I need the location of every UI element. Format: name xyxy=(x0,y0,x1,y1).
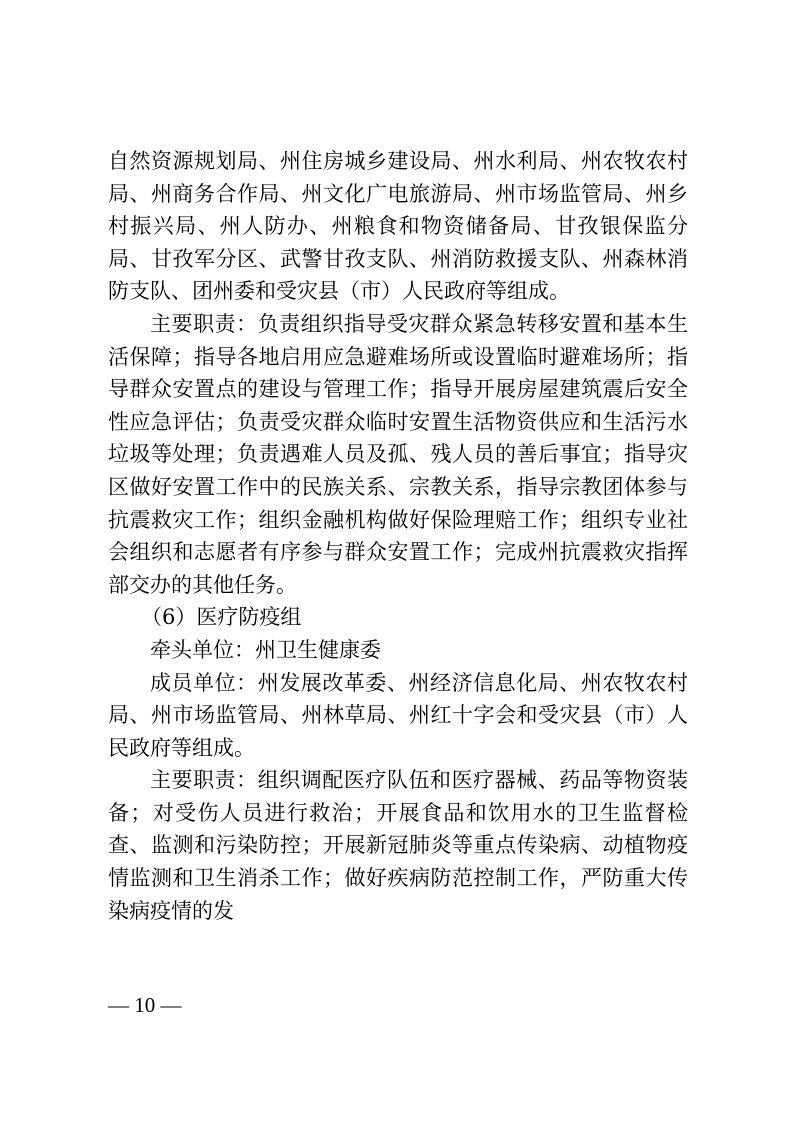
paragraph-member-units: 成员单位：州发展改革委、州经济信息化局、州农牧农村局、州市场监管局、州林草局、州红十字会和受灾县（市）人民政府等组成。 xyxy=(108,670,688,760)
paragraph-responsibilities-resettlement: 主要职责：负责组织指导受灾群众紧急转移安置和基本生活保障；指导各地启用应急避难场所或设置临时避难场所；指导群众安置点的建设与管理工作；指导开展房屋建筑震后安全性应急评估；负责受灾群众临时安置生活物资供应和生活污水垃圾等处理；负责遇难人员及孤、残人员的善后事宜；指导灾区做好安置工作中的民族关系、宗教关系，指导宗教团体参与抗震救灾工作；组织金融机构做好保险理赔工作；组织专业社会组织和志愿者有序参与群众安置工作；完成州抗震救灾指挥部交办的其他任务。 xyxy=(108,311,688,597)
section-heading-medical-epidemic: （6）医疗防疫组 xyxy=(141,605,302,630)
paragraph-lead-unit: 牵头单位：州卫生健康委 xyxy=(150,637,381,662)
page-number: — 10 — xyxy=(108,993,182,1017)
paragraph-responsibilities-medical: 主要职责：组织调配医疗队伍和医疗器械、药品等物资装备；对受伤人员进行救治；开展食品和饮用水的卫生监督检查、监测和污染防控；开展新冠肺炎等重点传染病、动植物疫情监测和卫生消杀工作；做好疾病防范控制工作，严防重大传染病疫情的发 xyxy=(108,768,688,923)
body-text xyxy=(108,145,688,927)
paragraph-members-continued: 自然资源规划局、州住房城乡建设局、州水利局、州农牧农村局、州商务合作局、州文化广电旅游局、州市场监管局、州乡村振兴局、州人防办、州粮食和物资储备局、甘孜银保监分局、甘孜军分区、武警甘孜支队、州消防救援支队、州森林消防支队、团州委和受灾县（市）人民政府等组成。 xyxy=(108,149,688,304)
